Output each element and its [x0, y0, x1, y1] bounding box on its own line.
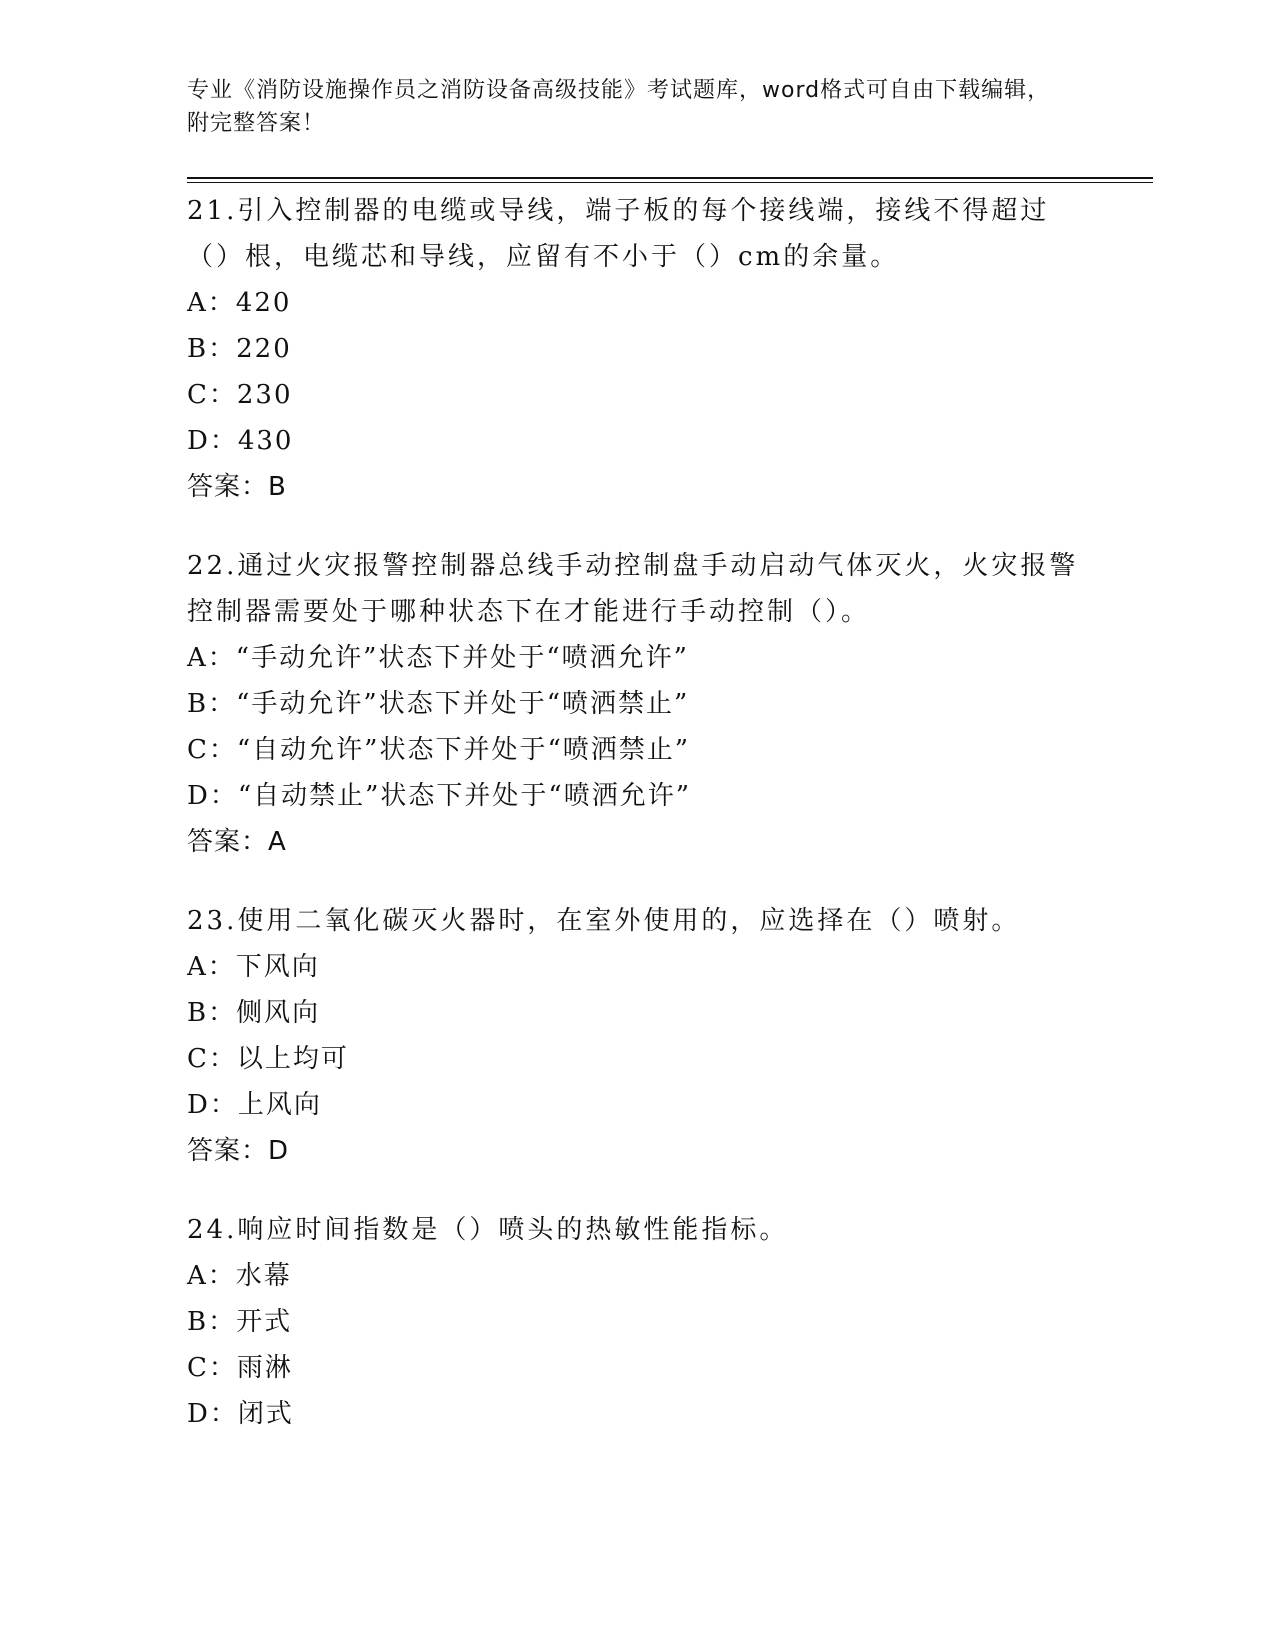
- question-24: [187, 1207, 1087, 1437]
- answer-line: 答案：D: [187, 1136, 290, 1166]
- question-stem: 22.通过火灾报警控制器总线手动控制盘手动启动气体灭火，火灾报警控制器需要处于哪种状态下在才能进行手动控制（）。: [187, 551, 1079, 627]
- option-c: C：雨淋: [187, 1353, 293, 1383]
- option-b: B：开式: [187, 1307, 293, 1337]
- question-21: [187, 188, 1087, 510]
- option-d: D：“自动禁止”状态下并处于“喷洒允许”: [187, 781, 692, 811]
- question-23: [187, 898, 1087, 1174]
- option-c: C：230: [187, 380, 293, 410]
- question-stem: 24.响应时间指数是（）喷头的热敏性能指标。: [187, 1215, 789, 1245]
- option-b: B：侧风向: [187, 998, 321, 1028]
- header-rule-thin: [187, 182, 1153, 183]
- document-header: 专业《消防设施操作员之消防设备高级技能》考试题库，word格式可自由下载编辑，附完整答案！: [187, 78, 1051, 136]
- option-a: A：“手动允许”状态下并处于“喷洒允许”: [187, 643, 689, 673]
- header-rule-thick: [187, 177, 1153, 179]
- option-b: B：220: [187, 334, 292, 364]
- option-b: B：“手动允许”状态下并处于“喷洒禁止”: [187, 689, 690, 719]
- answer-line: 答案：B: [187, 472, 287, 502]
- option-d: D：闭式: [187, 1399, 294, 1429]
- question-list: [187, 188, 1087, 1470]
- option-d: D：上风向: [187, 1090, 322, 1120]
- question-stem: 21.引入控制器的电缆或导线，端子板的每个接线端，接线不得超过（）根，电缆芯和导线，应留有不小于（）cm的余量。: [187, 196, 1050, 272]
- option-a: A：420: [187, 288, 292, 318]
- option-c: C：“自动允许”状态下并处于“喷洒禁止”: [187, 735, 691, 765]
- option-a: A：水幕: [187, 1261, 292, 1291]
- option-d: D：430: [187, 426, 294, 456]
- option-a: A：下风向: [187, 952, 320, 982]
- option-c: C：以上均可: [187, 1044, 349, 1074]
- question-22: [187, 543, 1087, 865]
- question-stem: 23.使用二氧化碳灭火器时，在室外使用的，应选择在（）喷射。: [187, 906, 1021, 936]
- answer-line: 答案：A: [187, 827, 287, 857]
